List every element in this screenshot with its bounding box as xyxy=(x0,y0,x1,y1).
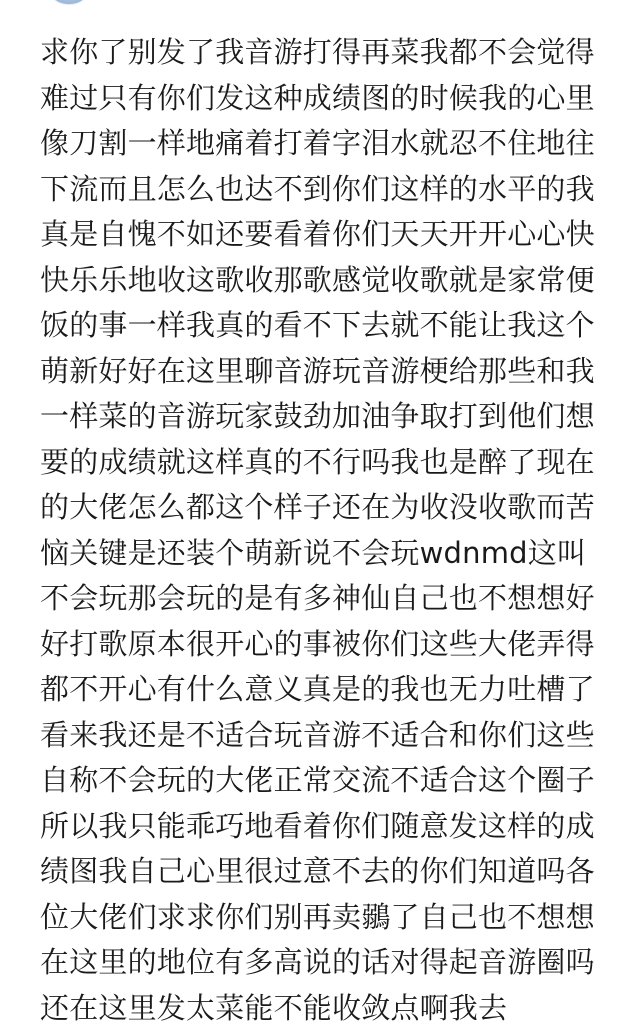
post-text-line: 求你了别发了我音游打得再菜我都不会觉得 xyxy=(40,30,612,76)
post-text-line: 恼关键是还装个萌新说不会玩wdnmd这叫 xyxy=(40,531,612,577)
post-text-line: 真是自愧不如还要看着你们天天开开心心快 xyxy=(40,212,612,258)
post-text-line: 绩图我自己心里很过意不去的你们知道吗各 xyxy=(40,849,612,895)
post-text-line: 下流而且怎么也达不到你们这样的水平的我 xyxy=(40,167,612,213)
post-text-line: 要的成绩就这样真的不行吗我也是醉了现在 xyxy=(40,440,612,486)
post-text-line: 都不开心有什么意义真是的我也无力吐槽了 xyxy=(40,667,612,713)
post-text-line: 难过只有你们发这种成绩图的时候我的心里 xyxy=(40,76,612,122)
post-text-line: 不会玩那会玩的是有多神仙自己也不想想好 xyxy=(40,576,612,622)
post-text-line: 的大佬怎么都这个样子还在为收没收歌而苦 xyxy=(40,485,612,531)
post-body xyxy=(40,30,612,1031)
post-text-line: 饭的事一样我真的看不下去就不能让我这个 xyxy=(40,303,612,349)
post-text-line: 自称不会玩的大佬正常交流不适合这个圈子 xyxy=(40,758,612,804)
post-date xyxy=(101,0,203,2)
post-text-line: 好打歌原本很开心的事被你们这些大佬弄得 xyxy=(40,622,612,668)
post-text-line: 在这里的地位有多高说的话对得起音游圈吗 xyxy=(40,940,612,986)
post-text-line: 位大佬们求求你们别再卖鶸了自己也不想想 xyxy=(40,895,612,941)
post-text-line: 所以我只能乖巧地看着你们随意发这样的成 xyxy=(40,804,612,850)
post-text-line: 还在这里发太菜能不能收敛点啊我去 xyxy=(40,986,612,1031)
post-text-line: 一样菜的音游玩家鼓劲加油争取打到他们想 xyxy=(40,394,612,440)
post-header xyxy=(0,0,640,24)
post-text-line: 萌新好好在这里聊音游玩音游梗给那些和我 xyxy=(40,349,612,395)
post-text-line: 看来我还是不适合玩音游不适合和你们这些 xyxy=(40,713,612,759)
post-text-line: 像刀割一样地痛着打着字泪水就忍不住地往 xyxy=(40,121,612,167)
avatar[interactable] xyxy=(46,0,92,5)
post-text-line: 快乐乐地收这歌收那歌感觉收歌就是家常便 xyxy=(40,258,612,304)
